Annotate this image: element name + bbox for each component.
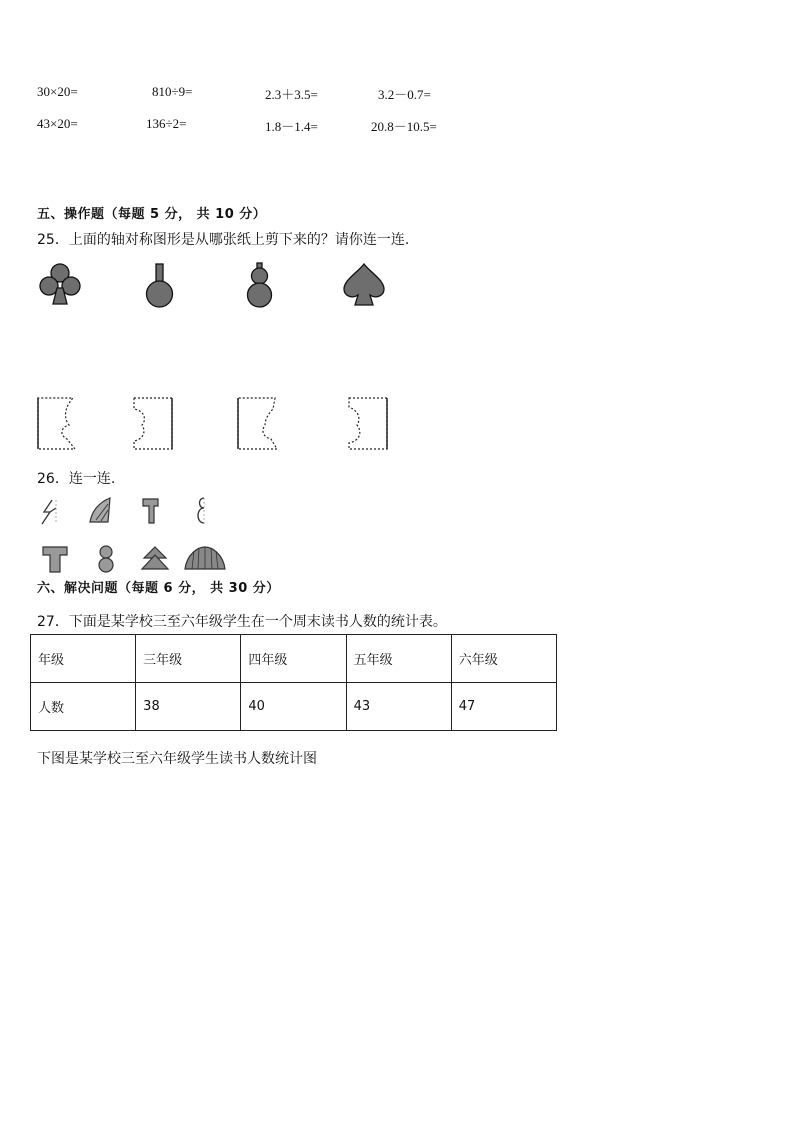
calc-item: 2.3＋3.5= [265,87,318,102]
half-snowman-icon [194,496,212,526]
tree-icon [140,544,170,574]
calc-item: 3.2－0.7= [378,87,431,102]
snowman-icon [94,544,118,574]
table-cell: 38 [136,683,241,731]
half-house-icon [140,496,166,526]
gourd-icon [242,262,278,310]
half-umbrella-icon [86,496,114,526]
section-6-heading: 六、解决问题（每题 6 分， 共 30 分） [37,581,280,596]
paper-cut-2 [128,395,176,453]
table-cell: 三年级 [136,635,241,683]
umbrella-icon [182,544,228,574]
chart-caption: 下图是某学校三至六年级学生读书人数统计图 [37,751,317,767]
table-cell: 40 [241,683,346,731]
calc-item: 136÷2= [146,116,187,131]
table-row [31,683,557,731]
half-lightning-icon [38,498,62,526]
paper-cut-1 [35,395,83,453]
table-cell: 五年级 [346,635,451,683]
calc-item: 20.8－10.5= [371,119,437,134]
calc-item: 30×20= [37,84,78,99]
reading-stats-table [30,634,557,731]
table-cell: 43 [346,683,451,731]
question-26: 26．连一连. [37,471,116,487]
table-cell: 人数 [31,683,136,731]
club-icon [35,262,85,308]
paper-cut-3 [235,395,283,453]
calc-item: 810÷9= [152,84,193,99]
table-cell: 六年级 [451,635,556,683]
paper-cut-4 [343,395,391,453]
house-icon [40,544,70,574]
gourd-stick-icon [140,262,180,310]
question-25: 25．上面的轴对称图形是从哪张纸上剪下来的？请你连一连. [37,232,410,248]
spade-icon [340,262,388,308]
section-5-heading: 五、操作题（每题 5 分， 共 10 分） [37,207,267,222]
table-cell: 四年级 [241,635,346,683]
table-cell: 年级 [31,635,136,683]
table-header-row [31,635,557,683]
calc-item: 43×20= [37,116,78,131]
question-27: 27．下面是某学校三至六年级学生在一个周末读书人数的统计表。 [37,614,447,630]
table-cell: 47 [451,683,556,731]
calc-item: 1.8－1.4= [265,119,318,134]
